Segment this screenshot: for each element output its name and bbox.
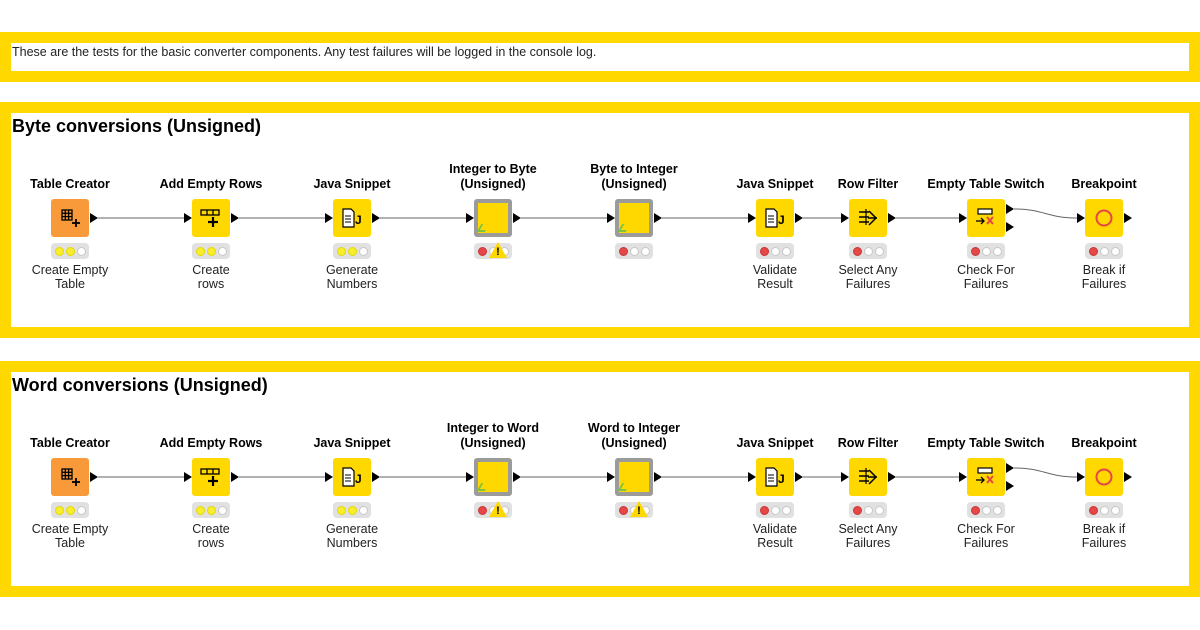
node-name-label[interactable]: Java Snippet [313, 177, 391, 191]
input-port[interactable] [748, 472, 756, 482]
status-light-off [218, 247, 227, 256]
node-description[interactable]: Select Any Failures [838, 263, 898, 291]
description-annotation[interactable] [0, 32, 1200, 82]
status-light-red [619, 247, 628, 256]
status-light-red [478, 506, 487, 515]
output-port[interactable] [1124, 213, 1132, 223]
output-port[interactable] [231, 213, 239, 223]
status-light-off [771, 506, 780, 515]
status-traffic-light [615, 243, 653, 259]
warning-mark: ! [496, 246, 500, 258]
status-traffic-light [192, 243, 230, 259]
breakpoint-icon[interactable] [1085, 199, 1123, 237]
status-light-off [77, 247, 86, 256]
status-light-red [853, 247, 862, 256]
annotation-text: These are the tests for the basic converter components. Any test failures will be logged in the console log. [12, 45, 597, 59]
input-port[interactable] [184, 213, 192, 223]
status-light-yellow [348, 506, 357, 515]
node-name-label[interactable]: Empty Table Switch [927, 177, 1045, 191]
node-name-label[interactable]: Table Creator [30, 177, 110, 191]
status-light-off [1100, 247, 1109, 256]
status-traffic-light [51, 502, 89, 518]
node-description[interactable]: Create rows [192, 263, 230, 291]
status-light-off [982, 506, 991, 515]
java-snippet-icon[interactable] [756, 199, 794, 237]
input-port[interactable] [841, 213, 849, 223]
node-name-label[interactable]: Word to Integer (Unsigned) [587, 421, 681, 450]
output-port[interactable] [795, 213, 803, 223]
output-port[interactable] [372, 213, 380, 223]
node-description[interactable]: Check For Failures [957, 263, 1015, 291]
node-description[interactable]: Create Empty Table [31, 263, 109, 291]
status-light-off [359, 247, 368, 256]
node-name-label[interactable]: Table Creator [30, 436, 110, 450]
input-port[interactable] [607, 472, 615, 482]
status-light-red [853, 506, 862, 515]
metanode-icon[interactable] [615, 199, 653, 237]
status-light-red [478, 247, 487, 256]
status-light-off [782, 247, 791, 256]
word-conversions-annotation[interactable] [0, 361, 1200, 597]
annotation-title: Word conversions (Unsigned) [12, 375, 268, 395]
status-traffic-light [849, 502, 887, 518]
status-light-yellow [337, 506, 346, 515]
metanode-icon[interactable] [474, 199, 512, 237]
status-light-red [619, 506, 628, 515]
status-light-off [782, 506, 791, 515]
output-port[interactable] [513, 472, 521, 482]
status-light-red [1089, 247, 1098, 256]
input-port[interactable] [184, 472, 192, 482]
status-light-yellow [66, 506, 75, 515]
input-port[interactable] [1077, 472, 1085, 482]
status-light-off [982, 247, 991, 256]
empty-table-switch-icon[interactable] [967, 199, 1005, 237]
status-traffic-light [756, 243, 794, 259]
node-description[interactable]: Validate Result [752, 263, 798, 291]
node-description[interactable]: Break if Failures [1081, 522, 1127, 550]
node-description[interactable]: Generate Numbers [325, 263, 379, 291]
input-port[interactable] [325, 472, 333, 482]
status-light-yellow [196, 506, 205, 515]
status-light-off [864, 506, 873, 515]
status-traffic-light [967, 502, 1005, 518]
warning-mark: ! [637, 505, 641, 517]
status-traffic-light [756, 502, 794, 518]
annotation-title: Byte conversions (Unsigned) [12, 116, 262, 136]
node-description[interactable]: Generate Numbers [325, 522, 379, 550]
status-traffic-light [849, 243, 887, 259]
warning-mark: ! [496, 505, 500, 517]
output-port-top[interactable] [1006, 204, 1014, 214]
node-description[interactable]: Check For Failures [957, 522, 1015, 550]
output-port[interactable] [795, 472, 803, 482]
node-name-label[interactable]: Java Snippet [736, 436, 814, 450]
output-port[interactable] [888, 472, 896, 482]
status-light-red [1089, 506, 1098, 515]
node-description[interactable]: Create Empty Table [31, 522, 109, 550]
empty-table-switch-icon[interactable] [967, 458, 1005, 496]
java-snippet-icon[interactable] [333, 199, 371, 237]
status-traffic-light [192, 502, 230, 518]
node-name-label[interactable]: Breakpoint [1071, 436, 1137, 450]
status-light-yellow [55, 247, 64, 256]
status-traffic-light [967, 243, 1005, 259]
output-port[interactable] [1124, 472, 1132, 482]
svg-text:J: J [355, 472, 362, 486]
svg-text:J: J [778, 472, 785, 486]
node-description[interactable]: Create rows [192, 522, 230, 550]
rows-plus-icon[interactable] [192, 199, 230, 237]
node-name-label[interactable]: Java Snippet [736, 177, 814, 191]
input-port[interactable] [748, 213, 756, 223]
status-light-red [760, 506, 769, 515]
input-port[interactable] [466, 213, 474, 223]
status-light-yellow [207, 247, 216, 256]
status-light-off [77, 506, 86, 515]
node-name-label[interactable]: Breakpoint [1071, 177, 1137, 191]
input-port[interactable] [841, 472, 849, 482]
status-light-yellow [348, 247, 357, 256]
node-name-label[interactable]: Java Snippet [313, 436, 391, 450]
output-port[interactable] [654, 213, 662, 223]
node-name-label[interactable]: Integer to Byte (Unsigned) [449, 162, 537, 191]
output-port-bottom[interactable] [1006, 222, 1014, 232]
input-port[interactable] [959, 472, 967, 482]
output-port[interactable] [654, 472, 662, 482]
status-light-yellow [196, 247, 205, 256]
status-light-off [864, 247, 873, 256]
input-port[interactable] [466, 472, 474, 482]
status-light-off [641, 247, 650, 256]
row-filter-icon[interactable] [849, 458, 887, 496]
table-plus-icon[interactable] [51, 458, 89, 496]
output-port[interactable] [90, 213, 98, 223]
output-port[interactable] [90, 472, 98, 482]
status-traffic-light [333, 243, 371, 259]
status-light-yellow [337, 247, 346, 256]
status-traffic-light [333, 502, 371, 518]
status-light-off [1111, 506, 1120, 515]
row-filter-icon[interactable] [849, 199, 887, 237]
input-port[interactable] [325, 213, 333, 223]
status-light-off [875, 247, 884, 256]
node-description[interactable]: Break if Failures [1081, 263, 1127, 291]
status-traffic-light [1085, 502, 1123, 518]
input-port[interactable] [959, 213, 967, 223]
node-name-label[interactable]: Add Empty Rows [159, 177, 263, 191]
status-light-off [1100, 506, 1109, 515]
output-port-top[interactable] [1006, 463, 1014, 473]
table-plus-icon[interactable] [51, 199, 89, 237]
rows-plus-icon[interactable] [192, 458, 230, 496]
node-name-label[interactable]: Integer to Word (Unsigned) [446, 421, 540, 450]
node-description[interactable]: Select Any Failures [838, 522, 898, 550]
byte-conversions-annotation[interactable] [0, 102, 1200, 338]
status-traffic-light [51, 243, 89, 259]
node-name-label[interactable]: Add Empty Rows [159, 436, 263, 450]
status-light-off [771, 247, 780, 256]
output-port[interactable] [513, 213, 521, 223]
metanode-icon[interactable] [474, 458, 512, 496]
node-name-label[interactable]: Byte to Integer (Unsigned) [590, 162, 678, 191]
input-port[interactable] [607, 213, 615, 223]
metanode-icon[interactable] [615, 458, 653, 496]
status-light-red [971, 506, 980, 515]
status-traffic-light [1085, 243, 1123, 259]
status-light-red [760, 247, 769, 256]
status-light-off [1111, 247, 1120, 256]
output-port[interactable] [372, 472, 380, 482]
status-light-off [218, 506, 227, 515]
status-light-yellow [66, 247, 75, 256]
node-description[interactable]: Validate Result [752, 522, 798, 550]
java-snippet-icon[interactable] [333, 458, 371, 496]
svg-text:J: J [778, 213, 785, 227]
output-port[interactable] [231, 472, 239, 482]
status-light-off [993, 506, 1002, 515]
node-name-label[interactable]: Empty Table Switch [927, 436, 1045, 450]
node-name-label[interactable]: Row Filter [837, 436, 899, 450]
output-port[interactable] [888, 213, 896, 223]
input-port[interactable] [1077, 213, 1085, 223]
svg-text:J: J [355, 213, 362, 227]
java-snippet-icon[interactable] [756, 458, 794, 496]
status-light-red [971, 247, 980, 256]
status-light-off [993, 247, 1002, 256]
output-port-bottom[interactable] [1006, 481, 1014, 491]
node-name-label[interactable]: Row Filter [837, 177, 899, 191]
status-light-off [875, 506, 884, 515]
status-light-yellow [55, 506, 64, 515]
status-light-off [630, 247, 639, 256]
status-light-off [359, 506, 368, 515]
status-light-yellow [207, 506, 216, 515]
breakpoint-icon[interactable] [1085, 458, 1123, 496]
